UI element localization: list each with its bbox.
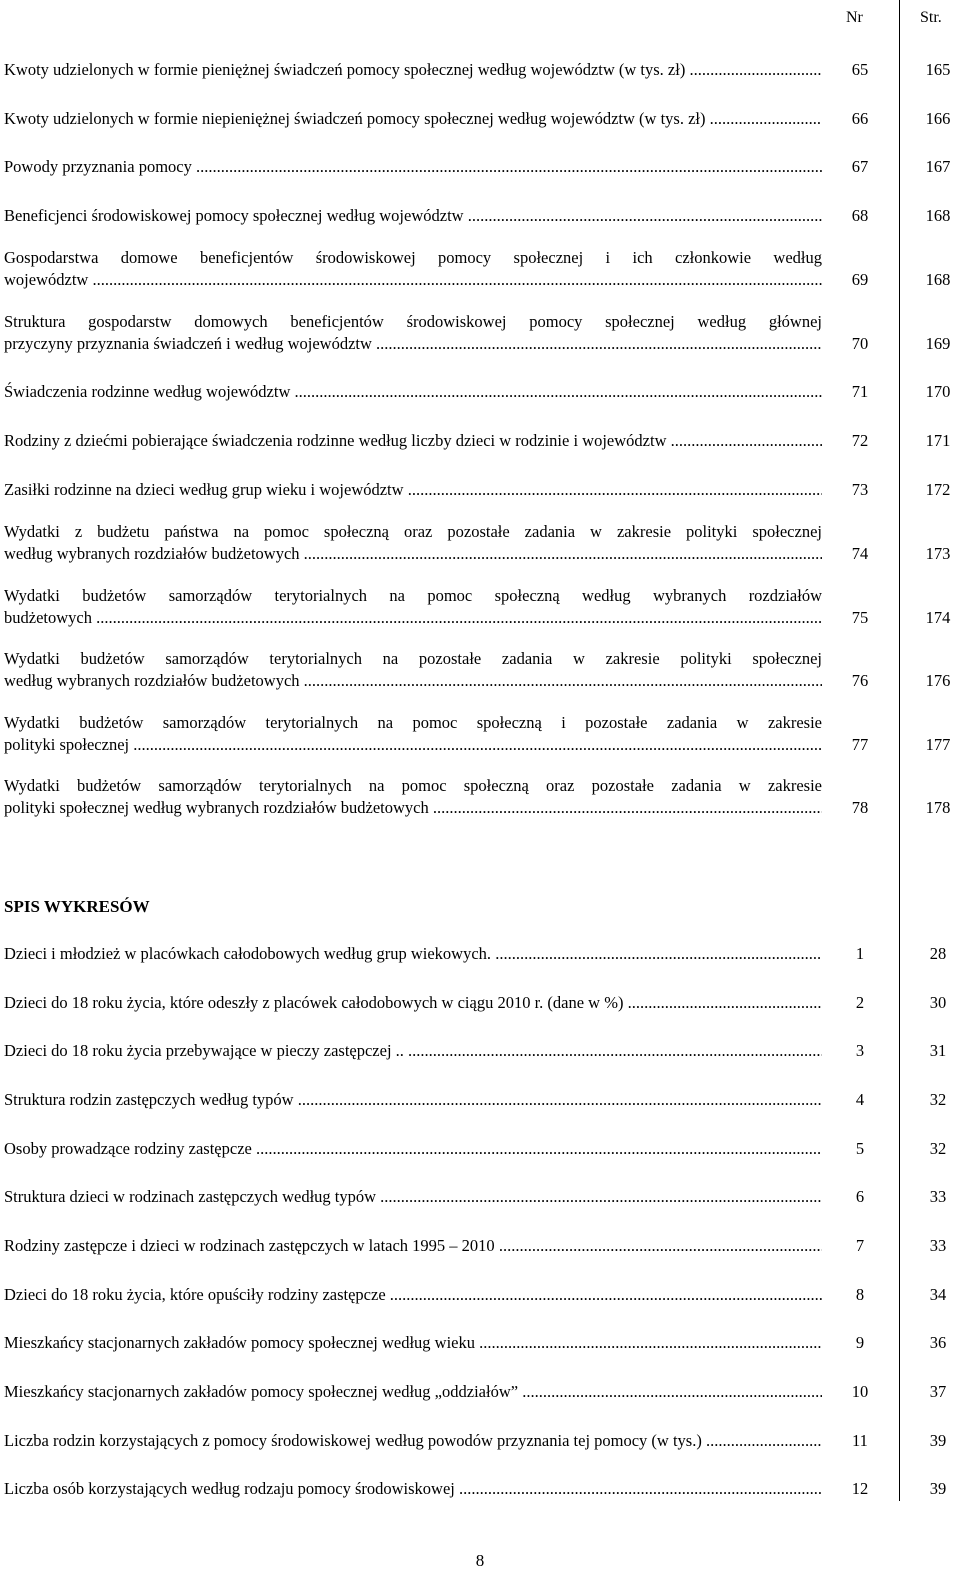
entry-title	[4, 1235, 822, 1257]
entry-number: 66	[851, 109, 869, 128]
entry-page: 172	[925, 480, 951, 499]
entry-title-line: Mieszkańcy stacjonarnych zakładów pomocy społecznej według „oddziałów” .....	[4, 1381, 822, 1403]
charts-heading: SPIS WYKRESÓW	[4, 897, 150, 916]
entry-title-line: Dzieci do 18 roku życia przebywające w pieczy zastępczej .. .....	[4, 1040, 822, 1062]
entry-title-line: budżetowych .....	[4, 607, 822, 629]
entry-number: 6	[855, 1187, 865, 1206]
entry-title-line: polityki społecznej według wybranych rozdziałów budżetowych .....	[4, 797, 822, 819]
entry-page: 32	[929, 1090, 947, 1109]
page-number: 8	[475, 1551, 485, 1570]
entry-number: 65	[851, 60, 869, 79]
entry-title-line: według wybranych rozdziałów budżetowych .....	[4, 543, 822, 565]
entry-number: 76	[851, 671, 869, 690]
entry-title-line: Kwoty udzielonych w formie pieniężnej świadczeń pomocy społecznej według województw (w tys. zł) .....	[4, 59, 822, 81]
entry-title-line: Dzieci do 18 roku życia, które odeszły z placówek całodobowych w ciągu 2010 r. (dane w %) .....	[4, 992, 822, 1014]
header-str: Str.	[920, 9, 942, 26]
entry-number: 75	[851, 608, 869, 627]
entry-number: 77	[851, 735, 869, 754]
entry-page: 177	[925, 735, 951, 754]
entry-title	[4, 648, 822, 692]
entry-title-line: Rodziny zastępcze i dzieci w rodzinach zastępczych w latach 1995 – 2010 .....	[4, 1235, 822, 1257]
entry-page: 166	[925, 109, 951, 128]
entry-page: 170	[925, 382, 951, 401]
entry-title-line: Gospodarstwa domowe beneficjentów środowiskowej pomocy społecznej i ich członkowie według	[4, 248, 822, 267]
entry-title	[4, 775, 822, 819]
entry-title-line: Liczba osób korzystających według rodzaju pomocy środowiskowej .....	[4, 1478, 822, 1500]
entry-title-line: Rodziny z dziećmi pobierające świadczenia rodzinne według liczby dzieci w rodzinie i województw .....	[4, 430, 822, 452]
entry-title-line: województw .....	[4, 269, 822, 291]
entry-number: 12	[851, 1479, 869, 1498]
entry-title	[4, 1138, 822, 1160]
entry-number: 74	[851, 544, 869, 563]
entry-number: 8	[855, 1285, 865, 1304]
entry-title-line: Mieszkańcy stacjonarnych zakładów pomocy społecznej według wieku .....	[4, 1332, 822, 1354]
entry-number: 11	[852, 1431, 868, 1450]
entry-title	[4, 992, 822, 1014]
entry-number: 69	[851, 270, 869, 289]
entry-page: 173	[925, 544, 951, 563]
entry-number: 67	[851, 157, 869, 176]
entry-title	[4, 205, 822, 227]
entry-title	[4, 108, 822, 130]
entry-title	[4, 430, 822, 452]
entry-title-line: Dzieci do 18 roku życia, które opuściły rodziny zastępcze .....	[4, 1284, 822, 1306]
entry-title-line: Świadczenia rodzinne według województw .....	[4, 381, 822, 403]
entry-title	[4, 943, 822, 965]
entry-title-line: według wybranych rozdziałów budżetowych .....	[4, 670, 822, 692]
entry-title-line: Struktura rodzin zastępczych według typów .....	[4, 1089, 822, 1111]
entry-number: 68	[851, 206, 869, 225]
entry-page: 28	[929, 944, 947, 963]
entry-title-line: Wydatki budżetów samorządów terytorialnych na pomoc społeczną i pozostałe zadania w zakresie	[4, 713, 822, 732]
entry-page: 37	[929, 1382, 947, 1401]
entry-title-line: Wydatki z budżetu państwa na pomoc społeczną oraz pozostałe zadania w zakresie polityki społecznej	[4, 522, 822, 541]
entry-page: 168	[925, 270, 951, 289]
entry-title	[4, 585, 822, 629]
entry-page: 165	[925, 60, 951, 79]
entry-number: 1	[855, 944, 865, 963]
entry-title	[4, 479, 822, 501]
entry-number: 71	[851, 382, 869, 401]
entry-page: 168	[925, 206, 951, 225]
entry-number: 5	[855, 1139, 865, 1158]
entry-title	[4, 1284, 822, 1306]
entry-number: 72	[851, 431, 869, 450]
entry-title-line: Struktura gospodarstw domowych beneficjentów środowiskowej pomocy społecznej według głównej	[4, 312, 822, 331]
entry-number: 73	[851, 480, 869, 499]
entry-page: 34	[929, 1285, 947, 1304]
entry-page: 169	[925, 334, 951, 353]
entry-title-line: Wydatki budżetów samorządów terytorialnych na pozostałe zadania w zakresie polityki społecznej	[4, 649, 822, 668]
entry-title-line: Wydatki budżetów samorządów terytorialnych na pomoc społeczną według wybranych rozdziałów	[4, 586, 822, 605]
entry-number: 9	[855, 1333, 865, 1352]
entry-page: 171	[925, 431, 951, 450]
entry-title	[4, 1186, 822, 1208]
entry-title-line: przyczyny przyznania świadczeń i według województw .....	[4, 333, 822, 355]
entry-number: 2	[855, 993, 865, 1012]
entry-title-line: Dzieci i młodzież w placówkach całodobowych według grup wiekowych. .....	[4, 943, 822, 965]
entry-page: 33	[929, 1187, 947, 1206]
entry-title-line: Osoby prowadzące rodziny zastępcze .....	[4, 1138, 822, 1160]
entry-page: 30	[929, 993, 947, 1012]
entry-page: 33	[929, 1236, 947, 1255]
entry-title	[4, 1089, 822, 1111]
entry-title-line: Wydatki budżetów samorządów terytorialnych na pomoc społeczną oraz pozostałe zadania w zakresie	[4, 776, 822, 795]
entry-page: 178	[925, 798, 951, 817]
entry-title	[4, 1381, 822, 1403]
entry-title	[4, 247, 822, 291]
entry-page: 167	[925, 157, 951, 176]
entry-title	[4, 156, 822, 178]
entry-number: 7	[855, 1236, 865, 1255]
entry-page: 39	[929, 1479, 947, 1498]
entry-title-line: Liczba rodzin korzystających z pomocy środowiskowej według powodów przyznania tej pomocy (w tys.) .....	[4, 1430, 822, 1452]
entry-title-line: Beneficjenci środowiskowej pomocy społecznej według województw .....	[4, 205, 822, 227]
entry-page: 32	[929, 1139, 947, 1158]
entry-page: 174	[925, 608, 951, 627]
entry-page: 36	[929, 1333, 947, 1352]
entry-number: 10	[851, 1382, 869, 1401]
entry-title-line: Struktura dzieci w rodzinach zastępczych według typów .....	[4, 1186, 822, 1208]
entry-title-line: Kwoty udzielonych w formie niepieniężnej świadczeń pomocy społecznej według województw (w tys. zł) .....	[4, 108, 822, 130]
entry-page: 39	[929, 1431, 947, 1450]
entry-title-line: Zasiłki rodzinne na dzieci według grup wieku i województw .....	[4, 479, 822, 501]
entry-title	[4, 381, 822, 403]
entry-number: 4	[855, 1090, 865, 1109]
entry-title	[4, 1040, 822, 1062]
entry-title	[4, 1430, 822, 1452]
entry-number: 70	[851, 334, 869, 353]
entry-title-line: Powody przyznania pomocy .....	[4, 156, 822, 178]
entry-title	[4, 712, 822, 756]
header-nr: Nr	[846, 9, 863, 26]
entry-page: 176	[925, 671, 951, 690]
entry-title	[4, 311, 822, 355]
entry-page: 31	[929, 1041, 947, 1060]
entry-title	[4, 1332, 822, 1354]
column-divider	[899, 0, 900, 1501]
entry-title	[4, 1478, 822, 1500]
entry-title-line: polityki społecznej .....	[4, 734, 822, 756]
entry-title	[4, 59, 822, 81]
entry-number: 78	[851, 798, 869, 817]
entry-title	[4, 521, 822, 565]
entry-number: 3	[855, 1041, 865, 1060]
